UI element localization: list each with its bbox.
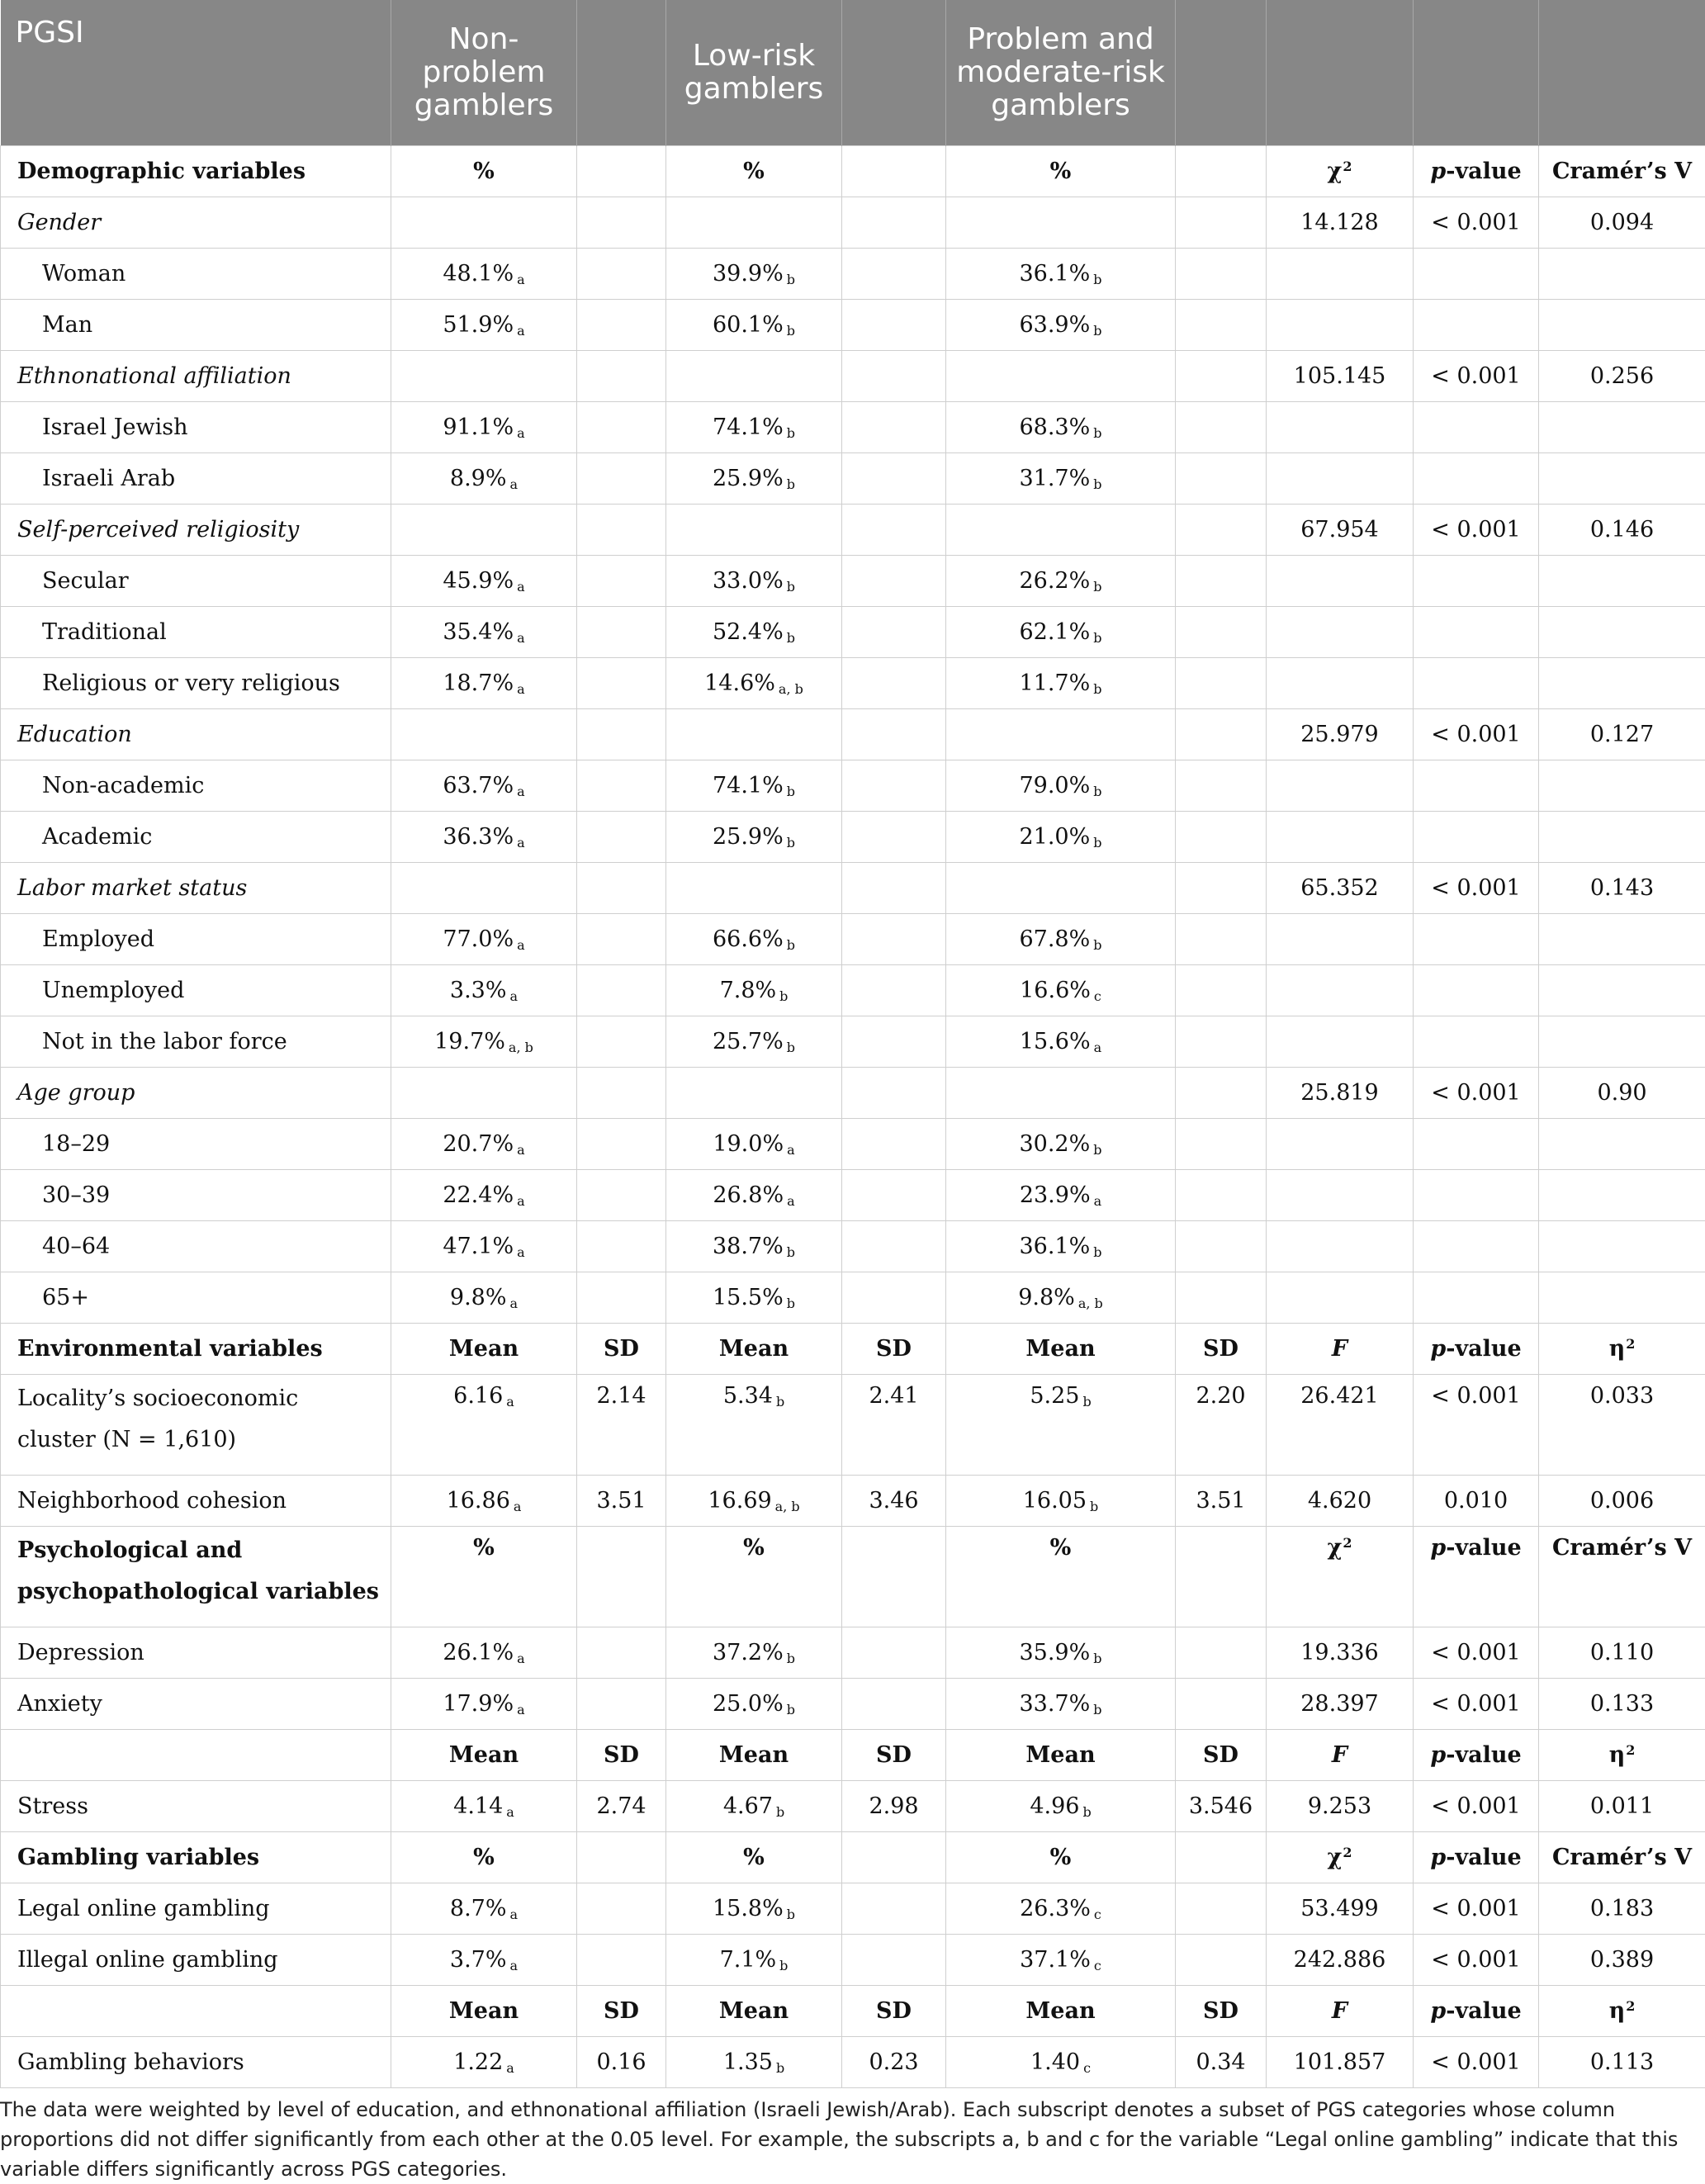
row-label: 40–64	[1, 1221, 391, 1272]
row-label: Israeli Arab	[1, 453, 391, 505]
cell-value: 16.69 $_{a, b}$	[666, 1476, 842, 1527]
effect-size: 0.110	[1539, 1627, 1705, 1679]
cell-value: 1.35 $_b$	[666, 2037, 842, 2088]
p-value: < 0.001	[1414, 709, 1539, 760]
row-label: Ethnonational affiliation	[1, 351, 391, 402]
row-label: Legal online gambling	[1, 1883, 391, 1935]
row-label: Anxiety	[1, 1679, 391, 1730]
table-row	[1, 249, 1705, 300]
cell-value: 5.34 $_b$	[666, 1375, 842, 1476]
cell-value: 36.1% $_b$	[946, 1221, 1176, 1272]
row-label: Gender	[1, 197, 391, 249]
table-row	[1, 402, 1705, 453]
col-label-effect: $\eta^2$	[1539, 1986, 1705, 2037]
col-label: %	[391, 146, 577, 197]
cell-value: 21.0% $_b$	[946, 812, 1176, 863]
cell-value: 47.1% $_a$	[391, 1221, 577, 1272]
row-label: Labor market status	[1, 863, 391, 914]
cell-value: 52.4% $_b$	[666, 607, 842, 658]
cell-value: 3.3% $_a$	[391, 965, 577, 1016]
cell-value: 26.3% $_c$	[946, 1883, 1176, 1935]
cell-sd: 3.51	[1176, 1476, 1267, 1527]
effect-size: 0.127	[1539, 709, 1705, 760]
section-header-row	[1, 1527, 1705, 1627]
cell-value: 4.67 $_b$	[666, 1781, 842, 1832]
table-row	[1, 453, 1705, 505]
col-label: SD	[1176, 1986, 1267, 2037]
table-row	[1, 2037, 1705, 2088]
header-non-problem-gamblers: Non-problem gamblers	[391, 0, 577, 146]
cell-sd: 2.14	[577, 1375, 666, 1476]
row-label: Self-perceived religiosity	[1, 505, 391, 556]
table-row	[1, 1883, 1705, 1935]
cell-value: 67.8% $_b$	[946, 914, 1176, 965]
row-label: Age group	[1, 1068, 391, 1119]
row-label: Israel Jewish	[1, 402, 391, 453]
effect-size: 0.006	[1539, 1476, 1705, 1527]
cell-value: 45.9% $_a$	[391, 556, 577, 607]
table-row	[1, 1068, 1705, 1119]
table-row	[1, 351, 1705, 402]
cell-sd: 3.46	[842, 1476, 946, 1527]
col-label: SD	[1176, 1324, 1267, 1375]
col-label: SD	[842, 1324, 946, 1375]
stat-value: 105.145	[1267, 351, 1414, 402]
cell-value: 16.05 $_b$	[946, 1476, 1176, 1527]
cell-value: 4.14 $_a$	[391, 1781, 577, 1832]
cell-value: 9.8% $_{a, b}$	[946, 1272, 1176, 1324]
effect-size: 0.033	[1539, 1375, 1705, 1476]
col-label-p: p-value	[1414, 1986, 1539, 2037]
cell-value: 25.9% $_b$	[666, 453, 842, 505]
stat-value: 67.954	[1267, 505, 1414, 556]
table-row	[1, 1679, 1705, 1730]
effect-size: 0.146	[1539, 505, 1705, 556]
table-row	[1, 965, 1705, 1016]
col-label: SD	[842, 1730, 946, 1781]
cell-value: 60.1% $_b$	[666, 300, 842, 351]
cell-value: 91.1% $_a$	[391, 402, 577, 453]
cell-value: 15.8% $_b$	[666, 1883, 842, 1935]
cell-value: 35.9% $_b$	[946, 1627, 1176, 1679]
col-label: %	[666, 1527, 842, 1627]
cell-sd: 2.20	[1176, 1375, 1267, 1476]
cell-value: 3.7% $_a$	[391, 1935, 577, 1986]
row-label: Not in the labor force	[1, 1016, 391, 1068]
table-row	[1, 709, 1705, 760]
cell-value: 31.7% $_b$	[946, 453, 1176, 505]
cell-value: 26.2% $_b$	[946, 556, 1176, 607]
section-header-row	[1, 146, 1705, 197]
col-label: SD	[577, 1324, 666, 1375]
row-label: Education	[1, 709, 391, 760]
col-label: SD	[577, 1986, 666, 2037]
p-value: 0.010	[1414, 1476, 1539, 1527]
p-value: < 0.001	[1414, 1935, 1539, 1986]
cell-sd: 0.34	[1176, 2037, 1267, 2088]
cell-sd: 3.546	[1176, 1781, 1267, 1832]
stat-value: 101.857	[1267, 2037, 1414, 2088]
cell-value: 7.1% $_b$	[666, 1935, 842, 1986]
table-row	[1, 607, 1705, 658]
col-label-p: p-value	[1414, 1832, 1539, 1883]
cell-value: 74.1% $_b$	[666, 402, 842, 453]
cell-sd: 2.74	[577, 1781, 666, 1832]
col-label-stat: $\chi^2$	[1267, 146, 1414, 197]
cell-value: 25.9% $_b$	[666, 812, 842, 863]
col-label-p: p-value	[1414, 1730, 1539, 1781]
p-value: < 0.001	[1414, 1679, 1539, 1730]
stat-value: 28.397	[1267, 1679, 1414, 1730]
section-title: Psychological and psychopathological variables	[1, 1527, 391, 1627]
cell-value: 5.25 $_b$	[946, 1375, 1176, 1476]
cell-value: 36.1% $_b$	[946, 249, 1176, 300]
cell-value: 38.7% $_b$	[666, 1221, 842, 1272]
col-label-stat: F	[1267, 1324, 1414, 1375]
cell-value: 14.6% $_{a, b}$	[666, 658, 842, 709]
row-label: Gambling behaviors	[1, 2037, 391, 2088]
table-row	[1, 1627, 1705, 1679]
col-label-stat: F	[1267, 1986, 1414, 2037]
cell-value: 4.96 $_b$	[946, 1781, 1176, 1832]
effect-size: 0.183	[1539, 1883, 1705, 1935]
cell-value: 7.8% $_b$	[666, 965, 842, 1016]
p-value: < 0.001	[1414, 351, 1539, 402]
col-label: SD	[1176, 1730, 1267, 1781]
table-row	[1, 505, 1705, 556]
cell-value: 23.9% $_a$	[946, 1170, 1176, 1221]
col-label-effect: $\eta^2$	[1539, 1730, 1705, 1781]
cell-sd: 3.51	[577, 1476, 666, 1527]
header-blank	[1539, 0, 1705, 146]
col-label-stat: $\chi^2$	[1267, 1832, 1414, 1883]
stat-value: 242.886	[1267, 1935, 1414, 1986]
cell-value: 19.7% $_{a, b}$	[391, 1016, 577, 1068]
section-header-row	[1, 1324, 1705, 1375]
section-title: Gambling variables	[1, 1832, 391, 1883]
p-value: < 0.001	[1414, 1781, 1539, 1832]
col-label: Mean	[946, 1730, 1176, 1781]
col-label: Mean	[666, 1324, 842, 1375]
p-value: < 0.001	[1414, 1375, 1539, 1476]
p-value: < 0.001	[1414, 863, 1539, 914]
table-row	[1, 812, 1705, 863]
cell-sd: 0.23	[842, 2037, 946, 2088]
section-title: Demographic variables	[1, 146, 391, 197]
effect-size: 0.256	[1539, 351, 1705, 402]
cell-value: 66.6% $_b$	[666, 914, 842, 965]
col-label: %	[666, 1832, 842, 1883]
cell-value: 1.40 $_c$	[946, 2037, 1176, 2088]
table-row	[1, 300, 1705, 351]
cell-value: 8.9% $_a$	[391, 453, 577, 505]
cell-sd: 2.41	[842, 1375, 946, 1476]
cell-value: 6.16 $_a$	[391, 1375, 577, 1476]
col-label-p: p-value	[1414, 146, 1539, 197]
col-label: Mean	[666, 1730, 842, 1781]
table-row	[1, 1272, 1705, 1324]
table-row	[1, 1935, 1705, 1986]
table-row	[1, 1476, 1705, 1527]
p-value: < 0.001	[1414, 1068, 1539, 1119]
cell-sd: 0.16	[577, 2037, 666, 2088]
p-value: < 0.001	[1414, 2037, 1539, 2088]
cell-value: 39.9% $_b$	[666, 249, 842, 300]
cell-value: 79.0% $_b$	[946, 760, 1176, 812]
table-row	[1, 197, 1705, 249]
col-label: Mean	[946, 1324, 1176, 1375]
effect-size: 0.389	[1539, 1935, 1705, 1986]
cell-value: 48.1% $_a$	[391, 249, 577, 300]
col-label-effect: Cramér’s V	[1539, 1527, 1705, 1627]
table-row	[1, 1119, 1705, 1170]
section-title: Environmental variables	[1, 1324, 391, 1375]
col-label: Mean	[666, 1986, 842, 2037]
cell-value: 22.4% $_a$	[391, 1170, 577, 1221]
table-header-row	[1, 0, 1705, 146]
cell-value: 8.7% $_a$	[391, 1883, 577, 1935]
cell-value: 77.0% $_a$	[391, 914, 577, 965]
row-label: Unemployed	[1, 965, 391, 1016]
stat-value: 53.499	[1267, 1883, 1414, 1935]
cell-value: 26.8% $_a$	[666, 1170, 842, 1221]
row-label: Non-academic	[1, 760, 391, 812]
table-row	[1, 658, 1705, 709]
col-label: %	[946, 146, 1176, 197]
cell-value: 36.3% $_a$	[391, 812, 577, 863]
p-value: < 0.001	[1414, 197, 1539, 249]
stat-value: 9.253	[1267, 1781, 1414, 1832]
cell-value: 15.5% $_b$	[666, 1272, 842, 1324]
col-label: %	[946, 1832, 1176, 1883]
table-row	[1, 914, 1705, 965]
row-label: Locality’s socioeconomic cluster (N = 1,610)	[1, 1375, 391, 1476]
col-label: Mean	[946, 1986, 1176, 2037]
p-value: < 0.001	[1414, 1627, 1539, 1679]
section-header-row	[1, 1832, 1705, 1883]
cell-value: 33.0% $_b$	[666, 556, 842, 607]
col-label: %	[391, 1832, 577, 1883]
col-label-stat: $\chi^2$	[1267, 1527, 1414, 1627]
table-footnote: The data were weighted by level of education, and ethnonational affiliation (Israeli Jewish/Arab). Each subscript denotes a subset of PGS categories whose column proportions did not differ significantly from each other at the 0.05 level. For example, the subscripts a, b and c for the variable “Legal online gambling” indicate that this variable differs significantly across PGS categories.	[0, 2088, 1705, 2184]
section-header-row	[1, 1986, 1705, 2037]
row-label: Woman	[1, 249, 391, 300]
col-label: Mean	[391, 1986, 577, 2037]
row-label: 30–39	[1, 1170, 391, 1221]
row-label: Man	[1, 300, 391, 351]
col-label: %	[391, 1527, 577, 1627]
col-label: SD	[842, 1986, 946, 2037]
table-row	[1, 1221, 1705, 1272]
col-label: %	[946, 1527, 1176, 1627]
effect-size: 0.094	[1539, 197, 1705, 249]
cell-value: 33.7% $_b$	[946, 1679, 1176, 1730]
col-label-effect: Cramér’s V	[1539, 1832, 1705, 1883]
row-label: Religious or very religious	[1, 658, 391, 709]
row-label: Secular	[1, 556, 391, 607]
cell-value: 35.4% $_a$	[391, 607, 577, 658]
cell-value: 16.86 $_a$	[391, 1476, 577, 1527]
row-label: 18–29	[1, 1119, 391, 1170]
p-value: < 0.001	[1414, 1883, 1539, 1935]
col-label-p: p-value	[1414, 1527, 1539, 1627]
header-blank	[842, 0, 946, 146]
stat-value: 25.819	[1267, 1068, 1414, 1119]
effect-size: 0.90	[1539, 1068, 1705, 1119]
cell-value: 20.7% $_a$	[391, 1119, 577, 1170]
row-label: Illegal online gambling	[1, 1935, 391, 1986]
col-label: Mean	[391, 1730, 577, 1781]
cell-value: 68.3% $_b$	[946, 402, 1176, 453]
stat-value: 25.979	[1267, 709, 1414, 760]
cell-value: 37.2% $_b$	[666, 1627, 842, 1679]
p-value: < 0.001	[1414, 505, 1539, 556]
stat-value: 65.352	[1267, 863, 1414, 914]
cell-value: 26.1% $_a$	[391, 1627, 577, 1679]
cell-value: 19.0% $_a$	[666, 1119, 842, 1170]
cell-value: 16.6% $_c$	[946, 965, 1176, 1016]
table-row	[1, 1016, 1705, 1068]
table-row	[1, 556, 1705, 607]
table-row	[1, 1170, 1705, 1221]
effect-size: 0.011	[1539, 1781, 1705, 1832]
cell-value: 62.1% $_b$	[946, 607, 1176, 658]
cell-sd: 2.98	[842, 1781, 946, 1832]
cell-value: 9.8% $_a$	[391, 1272, 577, 1324]
header-blank	[1267, 0, 1414, 146]
row-label: Stress	[1, 1781, 391, 1832]
col-label-effect: $\eta^2$	[1539, 1324, 1705, 1375]
cell-value: 1.22 $_a$	[391, 2037, 577, 2088]
row-label: Employed	[1, 914, 391, 965]
header-pgsi: PGSI	[1, 0, 391, 146]
cell-value: 11.7% $_b$	[946, 658, 1176, 709]
cell-value: 30.2% $_b$	[946, 1119, 1176, 1170]
table-row	[1, 1781, 1705, 1832]
effect-size: 0.143	[1539, 863, 1705, 914]
cell-value: 63.7% $_a$	[391, 760, 577, 812]
header-blank	[1414, 0, 1539, 146]
stat-value: 4.620	[1267, 1476, 1414, 1527]
row-label: 65+	[1, 1272, 391, 1324]
cell-value: 51.9% $_a$	[391, 300, 577, 351]
header-blank	[1176, 0, 1267, 146]
stat-value: 19.336	[1267, 1627, 1414, 1679]
col-label-p: p-value	[1414, 1324, 1539, 1375]
stat-value: 14.128	[1267, 197, 1414, 249]
header-blank	[577, 0, 666, 146]
cell-value: 25.7% $_b$	[666, 1016, 842, 1068]
header-problem-moderate-risk-gamblers: Problem and moderate-risk gamblers	[946, 0, 1176, 146]
effect-size: 0.113	[1539, 2037, 1705, 2088]
row-label: Traditional	[1, 607, 391, 658]
col-label-effect: Cramér’s V	[1539, 146, 1705, 197]
col-label: SD	[577, 1730, 666, 1781]
cell-value: 15.6% $_a$	[946, 1016, 1176, 1068]
row-label: Neighborhood cohesion	[1, 1476, 391, 1527]
cell-value: 74.1% $_b$	[666, 760, 842, 812]
table-row	[1, 760, 1705, 812]
cell-value: 25.0% $_b$	[666, 1679, 842, 1730]
effect-size: 0.133	[1539, 1679, 1705, 1730]
table-row	[1, 863, 1705, 914]
col-label: Mean	[391, 1324, 577, 1375]
cell-value: 18.7% $_a$	[391, 658, 577, 709]
row-label: Academic	[1, 812, 391, 863]
cell-value: 63.9% $_b$	[946, 300, 1176, 351]
cell-value: 17.9% $_a$	[391, 1679, 577, 1730]
row-label: Depression	[1, 1627, 391, 1679]
col-label: %	[666, 146, 842, 197]
section-header-row	[1, 1730, 1705, 1781]
stat-value: 26.421	[1267, 1375, 1414, 1476]
table-row	[1, 1375, 1705, 1476]
col-label-stat: F	[1267, 1730, 1414, 1781]
header-low-risk-gamblers: Low-risk gamblers	[666, 0, 842, 146]
cell-value: 37.1% $_c$	[946, 1935, 1176, 1986]
